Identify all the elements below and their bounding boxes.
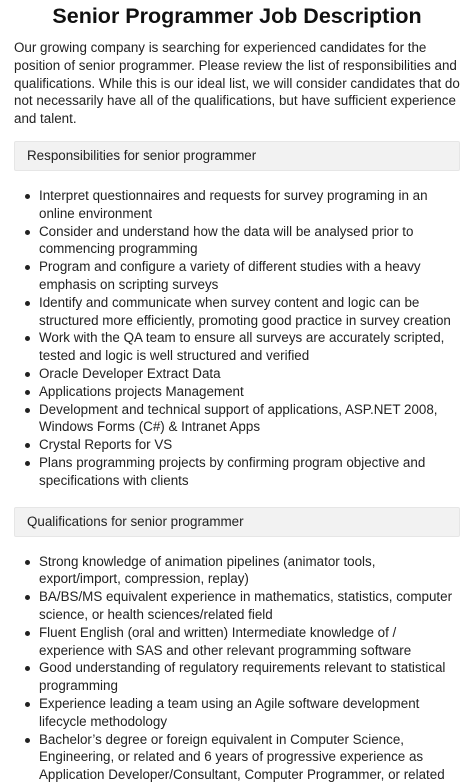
list-item [39,659,460,695]
bullet-icon [25,595,30,600]
list-item-text: Plans programming projects by confirming program objective and specifications with clients [39,454,426,488]
list-item-text: Interpret questionnaires and requests for survey programing in an online environment [39,187,428,221]
bullet-icon [25,230,30,235]
bullet-icon [25,336,30,341]
list-item [39,383,460,401]
list-item-text: Fluent English (oral and written) Intermediate knowledge of / experience with SAS and other relevant programming software [39,624,412,658]
page-title: Senior Programmer Job Description [52,4,422,28]
list-item [39,401,460,437]
bullet-icon [25,443,30,448]
list-item-text: Experience leading a team using an Agile software development lifecycle methodology [39,695,420,729]
list-item-text: Identify and communicate when survey content and logic can be structured more efficiently, promoting good practice in survey creation [39,294,451,328]
bullet-icon [25,461,30,466]
list-item-text: Consider and understand how the data will be analysed prior to commencing programming [39,223,414,257]
list-item [39,454,460,490]
list-item-text: Applications projects Management [39,383,244,399]
qualifications-heading: Qualifications for senior programmer [27,514,244,530]
list-item [39,223,460,259]
list-item-text: Good understanding of regulatory requirements relevant to statistical programming [39,660,446,694]
list-item-text: Crystal Reports for VS [39,437,173,453]
qualifications-list [14,553,460,784]
bullet-icon [25,372,30,377]
bullet-icon [25,631,30,636]
list-item [39,731,460,784]
list-item [39,294,460,330]
qualifications-header [14,507,460,537]
list-item [39,187,460,223]
list-item [39,624,460,660]
list-item-text: Oracle Developer Extract Data [39,365,221,381]
bullet-icon [25,301,30,306]
bullet-icon [25,666,30,671]
list-item-text: Strong knowledge of animation pipelines (animator tools, export/import, compression, replay) [39,553,376,587]
list-item-text: Program and configure a variety of different studies with a heavy emphasis on scripting surveys [39,259,421,292]
intro-paragraph: Our growing company is searching for experienced candidates for the position of senior programmer. Please review the list of responsibilities and qualifications. While this is our ideal list, we will consider candidates that do not necessarily have all of the qualifications, but have sufficient experience and talent. [14,40,460,127]
bullet-icon [25,408,30,413]
list-item [39,553,460,589]
list-item [39,695,460,731]
responsibilities-heading: Responsibilities for senior programmer [27,148,257,164]
list-item [39,365,460,383]
responsibilities-list [14,187,460,490]
list-item [39,588,460,624]
list-item [39,258,460,294]
list-item-text: Bachelor’s degree or foreign equivalent in Computer Science, Engineering, or related and 6 years of progressive experience as Application Developer/Consultant, Computer Programmer, or related [39,731,445,783]
list-item [39,329,460,365]
list-item-text: Work with the QA team to ensure all surveys are accurately scripted, tested and logic is well structured and verified [39,330,445,364]
list-item-text: BA/BS/MS equivalent experience in mathematics, statistics, computer science, or health sciences/related field [39,589,453,622]
bullet-icon [25,738,30,743]
list-item-text: Development and technical support of applications, ASP.NET 2008, Windows Forms (C#) & Intranet Apps [39,401,438,435]
responsibilities-header [14,141,460,171]
bullet-icon [25,390,30,395]
bullet-icon [25,265,30,270]
bullet-icon [25,194,30,199]
bullet-icon [25,702,30,707]
bullet-icon [25,560,30,565]
list-item [39,436,460,454]
